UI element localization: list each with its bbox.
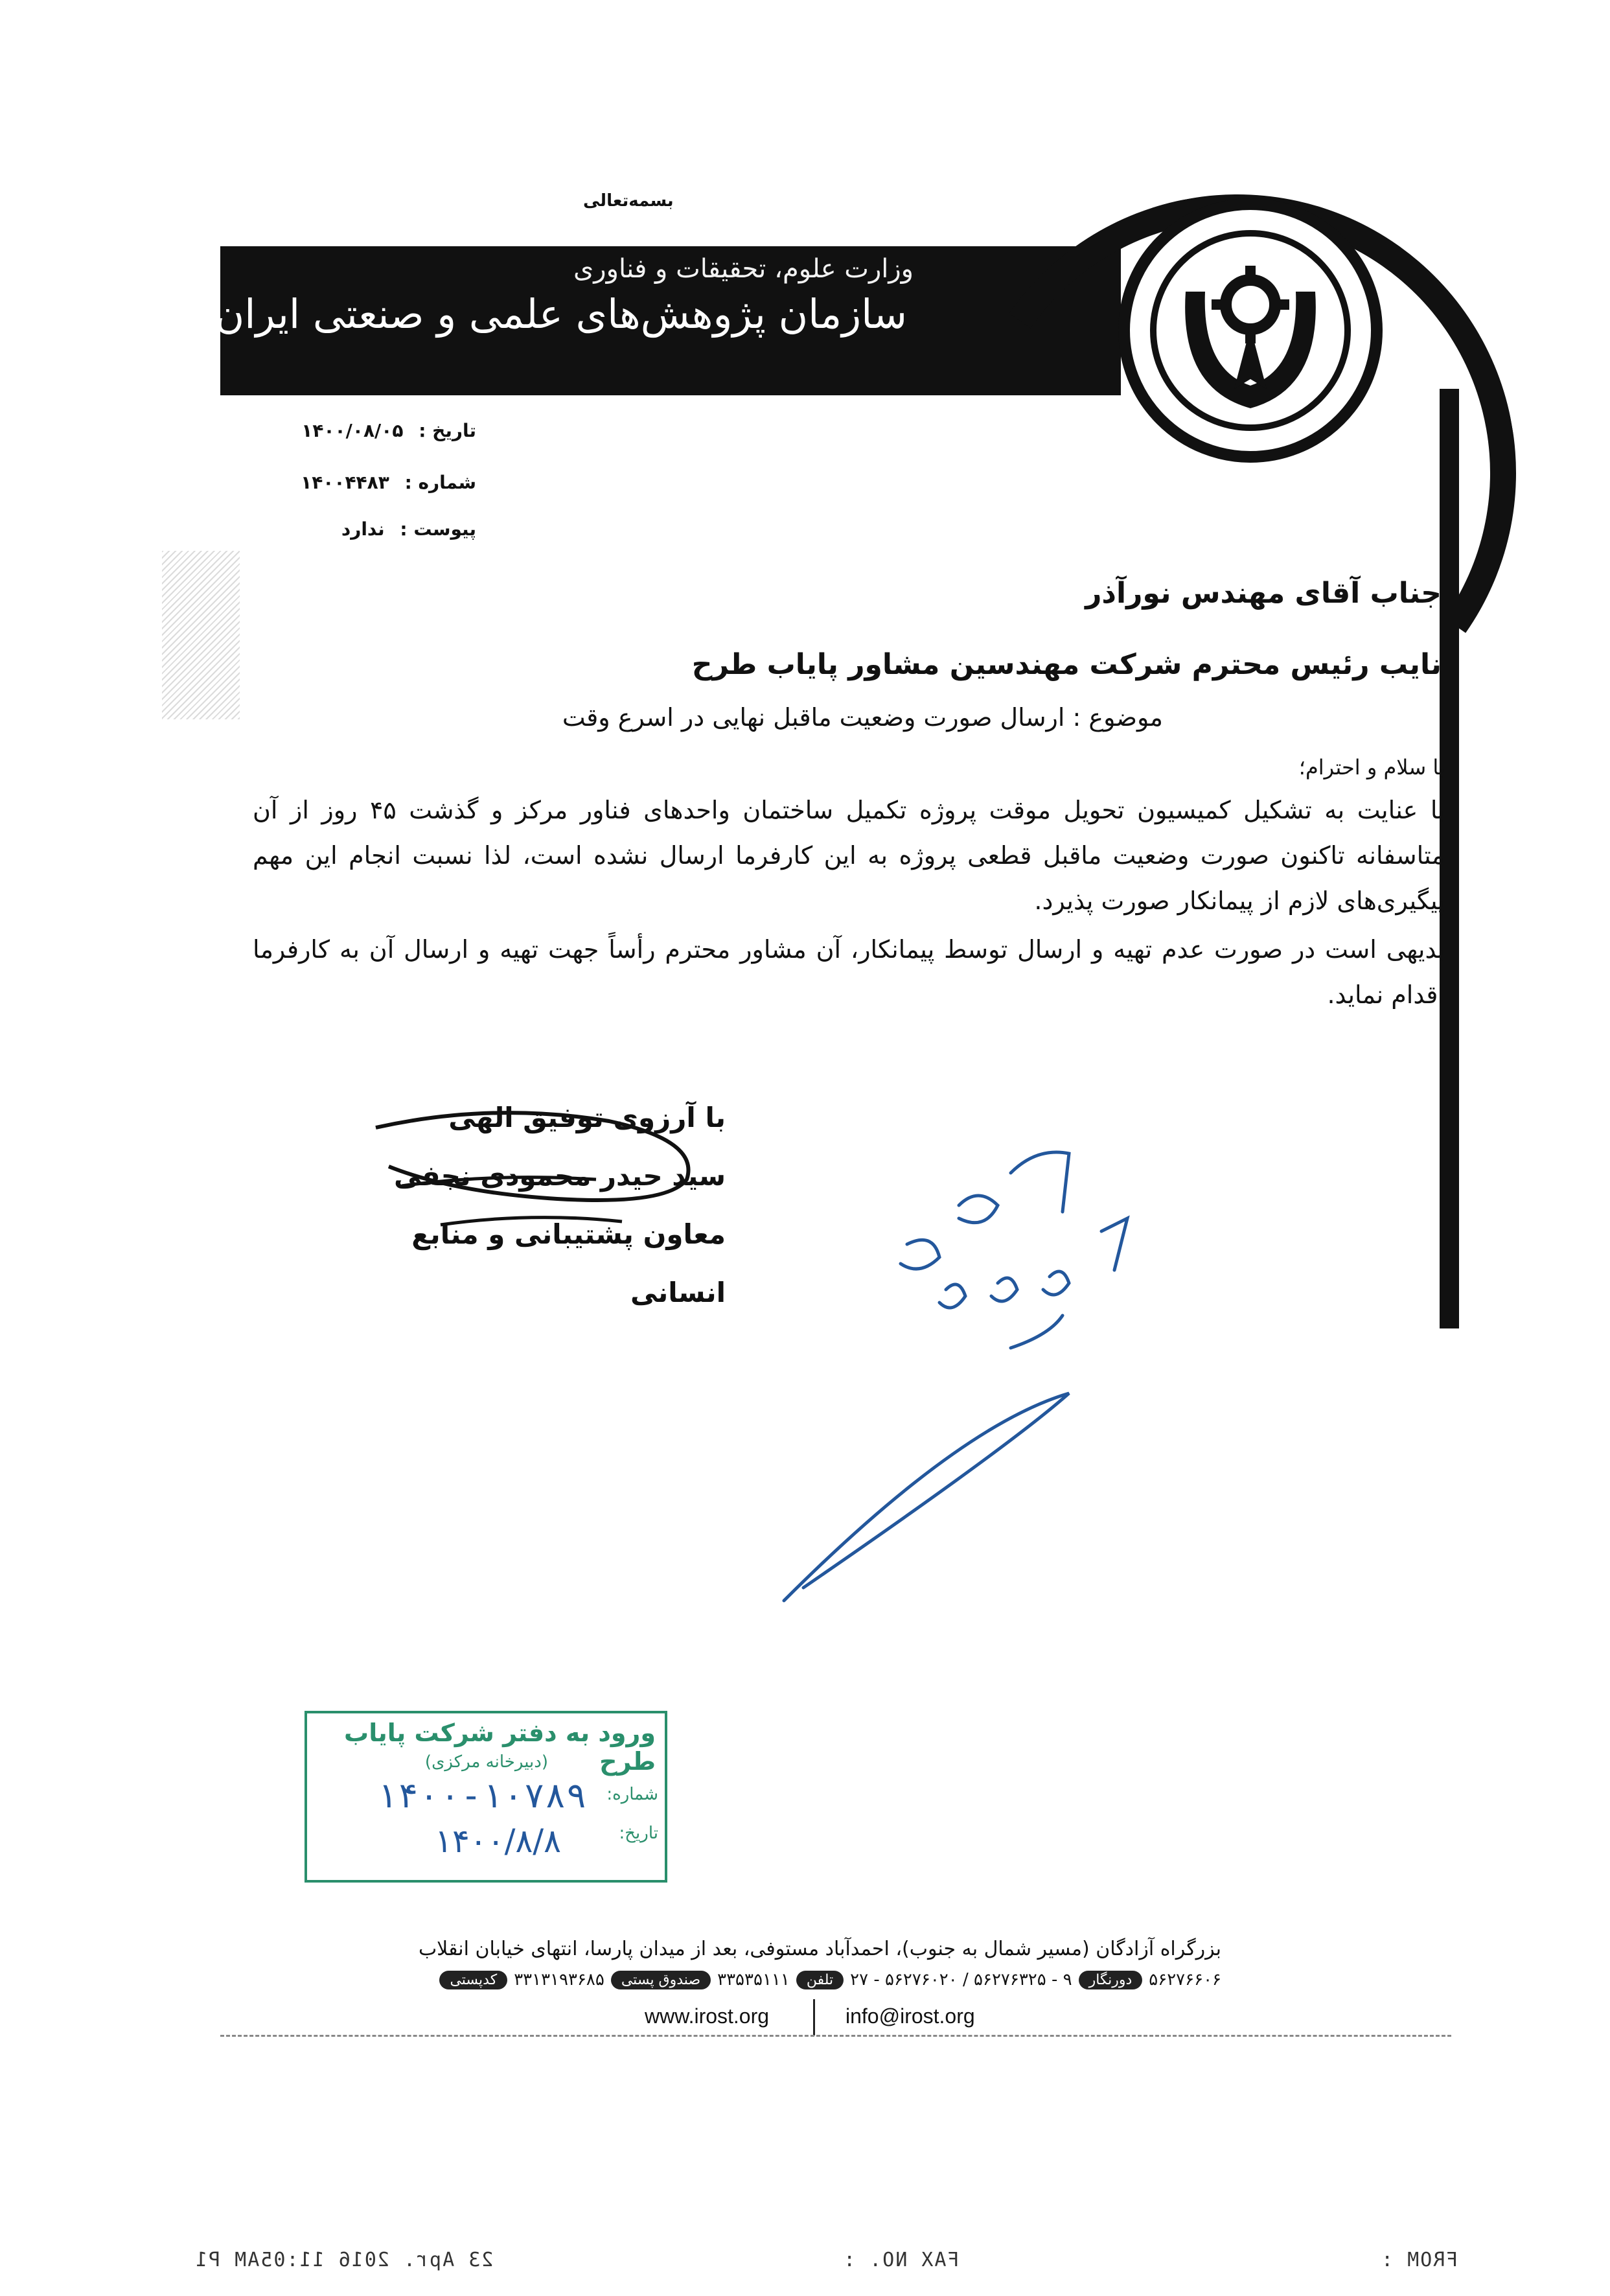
- signatory-name: سید حیدر محمودی نجفی: [394, 1160, 726, 1192]
- footer-separator: [813, 1999, 815, 2035]
- stamp-date-label: تاریخ:: [619, 1824, 658, 1843]
- fax: ۵۶۲۷۶۶۰۶: [1149, 1970, 1221, 1989]
- organization-name: سازمان پژوهش‌های علمی و صنعتی ایران: [214, 290, 907, 338]
- letter-date: [301, 420, 476, 441]
- letter-paragraph-2: بدیهی است در صورت عدم تهیه و ارسال توسط پیمانکار، آن مشاور محترم رأساً جهت تهیه و ارسال آن به کارفرما اقدام نماید.: [253, 935, 1445, 1009]
- phone: ۹ - ۵۶۲۷۶۳۲۵ / ۵۶۲۷۶۰۲۰ - ۲۷: [850, 1970, 1072, 1989]
- handwritten-signature: [363, 1102, 726, 1257]
- stamp-title: ورود به دفتر شرکت پایاب طرح: [344, 1719, 656, 1776]
- irost-logo: [1114, 194, 1386, 467]
- po-box-label: صندوق پستی: [611, 1971, 711, 1989]
- letter-attachment: [341, 518, 476, 540]
- phone-label: تلفن: [796, 1971, 844, 1989]
- receipt-stamp: [305, 1711, 667, 1883]
- date-value: ۱۴۰۰/۰۸/۰۵: [301, 420, 404, 441]
- footer-contact-line: [439, 1970, 1221, 1989]
- stamp-number-value: ۱۴۰۰-۱۰۷۸۹: [376, 1775, 587, 1816]
- stamp-number-label: شماره:: [606, 1785, 658, 1804]
- ministry-name: وزارت علوم، تحقیقات و فناوری: [573, 254, 914, 284]
- postal-code-label: کدپستی: [439, 1971, 507, 1989]
- footer-address: بزرگراه آزادگان (مسیر شمال به جنوب)، احمدآباد مستوفی، بعد از میدان پارسا، انتهای خیابان انقلاب: [418, 1938, 1221, 1960]
- po-box: ۳۳۵۳۵۱۱۱: [717, 1970, 790, 1989]
- number-label: شماره :: [404, 472, 476, 493]
- fax-from-field: FROM :: [1380, 2249, 1458, 2271]
- letter-paragraph-1: با عنایت به تشکیل کمیسیون تحویل موقت پروژه تکمیل ساختمان واحدهای فناور مرکز و گذشت ۴۵ روز از آن متاسفانه تاکنون صورت وضعیت ماقبل قطعی پروژه به این کارفرما ارسال نشده است، لذا نسبت انجام این مهم پیگیری‌های لازم از پیمانکار صورت پذیرد.: [253, 796, 1445, 915]
- bismillah: بسمه‌تعالی: [583, 191, 674, 211]
- footer-email[interactable]: info@irost.org: [845, 2004, 975, 2028]
- signature-closing: با آرزوی توفیق الهی: [448, 1102, 726, 1133]
- footer-website[interactable]: www.irost.org: [645, 2004, 770, 2028]
- scan-noise: [162, 551, 240, 719]
- postal-code: ۳۳۱۳۱۹۳۶۸۵: [514, 1970, 604, 1989]
- footer-dashed-rule: [220, 2035, 1451, 2037]
- fax-number-field: FAX NO. :: [842, 2249, 960, 2271]
- addressee-line-2: نایب رئیس محترم شرکت مهندسین مشاور پایاب طرح: [691, 648, 1442, 681]
- fax-label: دورنگار: [1079, 1971, 1143, 1989]
- letter-subject: موضوع : ارسال صورت وضعیت ماقبل نهایی در اسرع وقت: [562, 703, 1163, 732]
- stamp-subtitle: (دبیرخانه مرکزی): [424, 1752, 548, 1772]
- attachment-label: پیوست :: [400, 518, 476, 540]
- fax-timestamp: 23 Apr. 2016 11:05AM P1: [194, 2249, 494, 2271]
- letter-number: [301, 472, 476, 493]
- addressee-line-1: جناب آقای مهندس نورآذر: [1085, 577, 1442, 610]
- handwritten-note: [765, 1134, 1231, 1627]
- number-value: ۱۴۰۰۴۴۸۳: [301, 472, 389, 493]
- signatory-title: معاون پشتیبانی و منابع انسانی: [411, 1218, 726, 1308]
- stamp-date-value: ۱۴۰۰/۸/۸: [435, 1822, 561, 1860]
- date-label: تاریخ :: [419, 420, 476, 441]
- attachment-value: ندارد: [341, 518, 385, 540]
- letter-greeting: با سلام و احترام؛: [1298, 755, 1445, 780]
